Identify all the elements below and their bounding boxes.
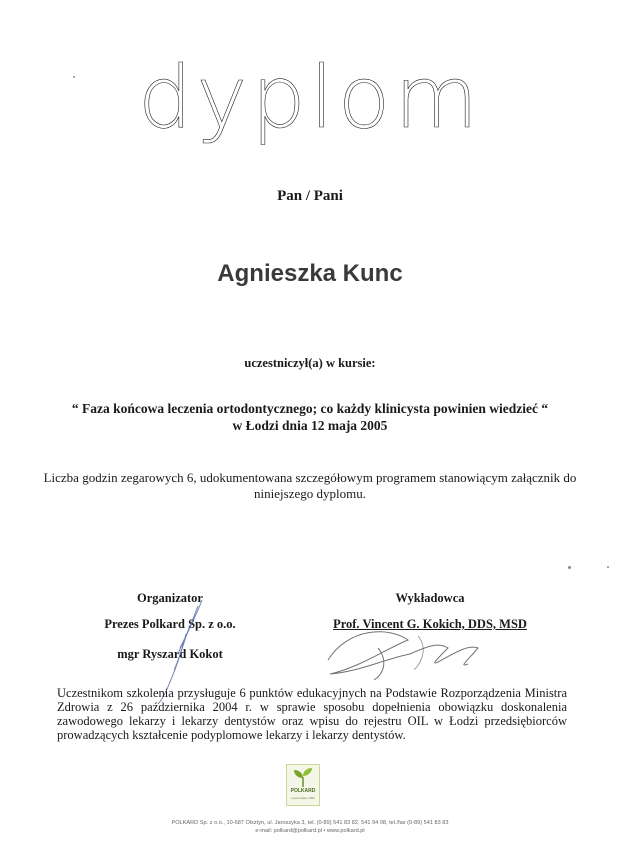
scan-speck <box>607 566 609 568</box>
lecturer-heading: Wykładowca <box>395 591 465 605</box>
course-title: “ Faza końcowa leczenia ortodontycznego; co każdy klinicysta powinien wiedzieć “ <box>71 401 549 416</box>
footer-contact: e-mail: polkard@polkard.pl • www.polkard.pl <box>255 828 365 834</box>
sprout-icon <box>287 765 319 789</box>
course-place-date: w Łodzi dnia 12 maja 2005 <box>232 418 388 433</box>
logo-text: POLKARD <box>290 788 316 794</box>
course-block <box>0 400 620 434</box>
lecturer-name: Prof. Vincent G. Kokich, DDS, MSD <box>333 617 527 631</box>
scan-speck <box>73 76 75 78</box>
organizer-heading: Organizator <box>137 591 203 605</box>
lecturer-block <box>315 590 545 632</box>
participated-label: uczestniczył(a) w kursie: <box>244 356 376 370</box>
organizer-line1: Prezes Polkard Sp. z o.o. <box>104 617 236 631</box>
footer-address: POLKARD Sp. z o.o., 10-687 Olsztyn, ul. Jaroszyka 3, tel. (0-89) 541 83 82, 541 94 08, tel./fax (0-89) 541 83 83 <box>171 820 449 826</box>
credits-text: Uczestnikom szkolenia przysługuje 6 punktów edukacyjnych na Podstawie Rozporządzenia Ministra Zdrowia z 26 października 2004 r. w sprawie sposobu dopełnienia obowiązku doskonalenia zawodowego lekarzy i lekarzy dentystów oraz wpisu do rejestru OIL w Łodzi przedsiębiorców prowadzących kształcenie podyplomowe lekarzy i lekarzy dentystów. <box>57 686 567 742</box>
scan-speck <box>568 566 571 569</box>
organizer-line2: mgr Ryszard Kokot <box>117 647 223 661</box>
diploma-title: dyplom <box>137 48 483 148</box>
polkard-logo <box>286 764 320 806</box>
recipient-name: Agnieszka Kunc <box>217 260 403 287</box>
logo-subtext: od początku 1994 <box>291 796 315 800</box>
organizer-block <box>60 590 280 662</box>
hours-text: Liczba godzin zegarowych 6, udokumentowana szczegółowym programem stanowiącym załącznik do niniejszego dyplomu. <box>43 470 577 501</box>
footer <box>0 819 620 835</box>
salutation: Pan / Pani <box>277 188 343 204</box>
